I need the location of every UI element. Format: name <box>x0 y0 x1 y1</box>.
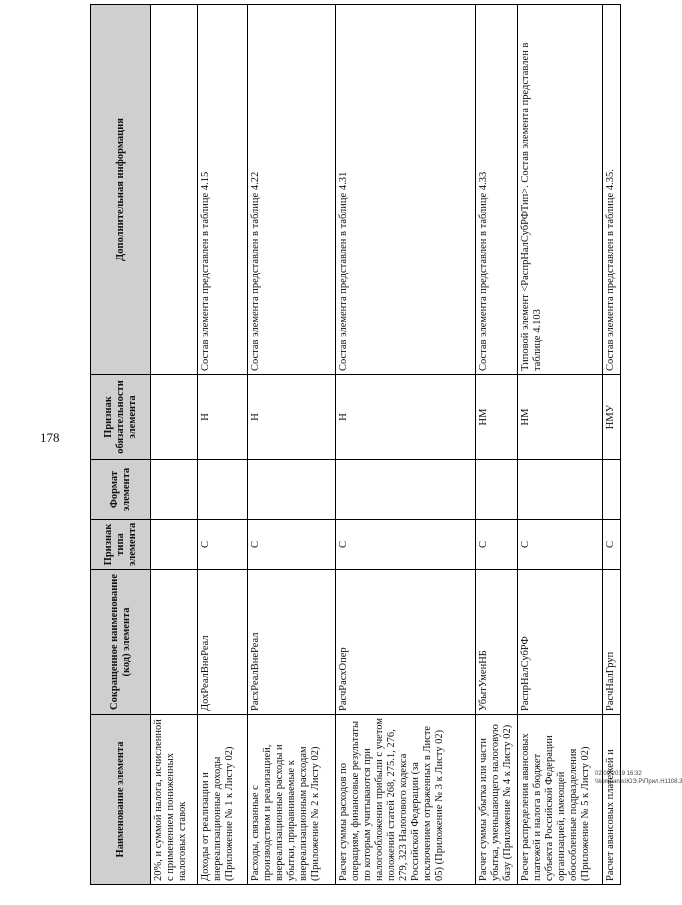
table-row <box>248 5 336 885</box>
table-row <box>518 5 603 885</box>
element-format <box>336 460 476 520</box>
table-header-row <box>91 5 151 885</box>
element-info: Состав элемента представлен в таблице 4.35. <box>603 5 621 375</box>
page-number: 178 <box>40 430 60 445</box>
header-cell: Сокращенное наименование (код) элемента <box>91 570 151 715</box>
element-type: С <box>603 520 621 570</box>
element-code: РаспрНалСубРФ <box>518 570 603 715</box>
element-name: Расходы, связанные с производством и реализацией, внереализационные расходы и убытки, приравниваемые к внереализационным расходам (Приложение № 2 к Листу 02) <box>248 715 336 885</box>
footer-path: \\komparus\ЮЭ.Р\Прил.Н1108.3 <box>595 779 682 785</box>
element-type: С <box>476 520 518 570</box>
rotated-table-container <box>90 5 616 885</box>
header-cell: Признак обязательности элемента <box>91 375 151 460</box>
table-row <box>198 5 248 885</box>
header-cell: Признак типа элемента <box>91 520 151 570</box>
element-format <box>476 460 518 520</box>
element-code: РасчРасхОпер <box>336 570 476 715</box>
element-format <box>603 460 621 520</box>
element-name: Расчет авансовых платежей и <box>603 715 621 885</box>
element-type: С <box>248 520 336 570</box>
element-format <box>198 460 248 520</box>
element-code: ДохРеалВнеРеал <box>198 570 248 715</box>
table-row <box>336 5 476 885</box>
element-required: Н <box>198 375 248 460</box>
element-type: С <box>198 520 248 570</box>
element-required: Н <box>336 375 476 460</box>
element-name: 20%, и суммой налога, исчисленной с применением пониженных налоговых ставок <box>151 715 198 885</box>
element-code: РасхРеалВнеРеал <box>248 570 336 715</box>
element-type: С <box>336 520 476 570</box>
element-info: Состав элемента представлен в таблице 4.22 <box>248 5 336 375</box>
table-row <box>151 5 198 885</box>
element-format <box>518 460 603 520</box>
element-name: Доходы от реализации и внереализационные доходы (Приложение № 1 к Листу 02) <box>198 715 248 885</box>
element-required: Н <box>248 375 336 460</box>
element-required: НМУ <box>603 375 621 460</box>
footer-date: 02.09.2019 16:32 <box>595 771 642 777</box>
element-format <box>248 460 336 520</box>
header-cell: Формат элемента <box>91 460 151 520</box>
table-row <box>476 5 518 885</box>
element-info: Типовой элемент <РаспрНалСубРФТип>. Состав элемента представлен в таблице 4.103 <box>518 5 603 375</box>
element-info: Состав элемента представлен в таблице 4.15 <box>198 5 248 375</box>
element-required: НМ <box>476 375 518 460</box>
table-row <box>603 5 621 885</box>
element-info: Состав элемента представлен в таблице 4.33 <box>476 5 518 375</box>
element-info <box>151 5 198 375</box>
element-type <box>151 520 198 570</box>
element-name: Расчет распределения авансовых платежей и налога в бюджет субъекта Российской Федерации организацией, имеющей обособленные подразделения (Приложение № 5 к Листу 02) <box>518 715 603 885</box>
header-cell: Дополнительная информация <box>91 5 151 375</box>
element-code <box>151 570 198 715</box>
element-info: Состав элемента представлен в таблице 4.31 <box>336 5 476 375</box>
element-required <box>151 375 198 460</box>
element-type: С <box>518 520 603 570</box>
element-name: Расчет суммы убытка или части убытка, уменьшающего налоговую базу (Приложение № 4 к Листу 02) <box>476 715 518 885</box>
element-code: УбытУменНБ <box>476 570 518 715</box>
header-cell: Наименование элемента <box>91 715 151 885</box>
element-name: Расчет суммы расходов по операциям, финансовые результаты по которым учитываются при налогообложении прибыли с учетом положений статей 268, 275.1, 276, 279, 323 Налогового кодекса Российской Федерации (за исключением отраженных в Листе 05) (Приложение № 3 к Листу 02) <box>336 715 476 885</box>
elements-table <box>90 4 621 885</box>
element-required: НМ <box>518 375 603 460</box>
element-code: РасчНалГруп <box>603 570 621 715</box>
element-format <box>151 460 198 520</box>
